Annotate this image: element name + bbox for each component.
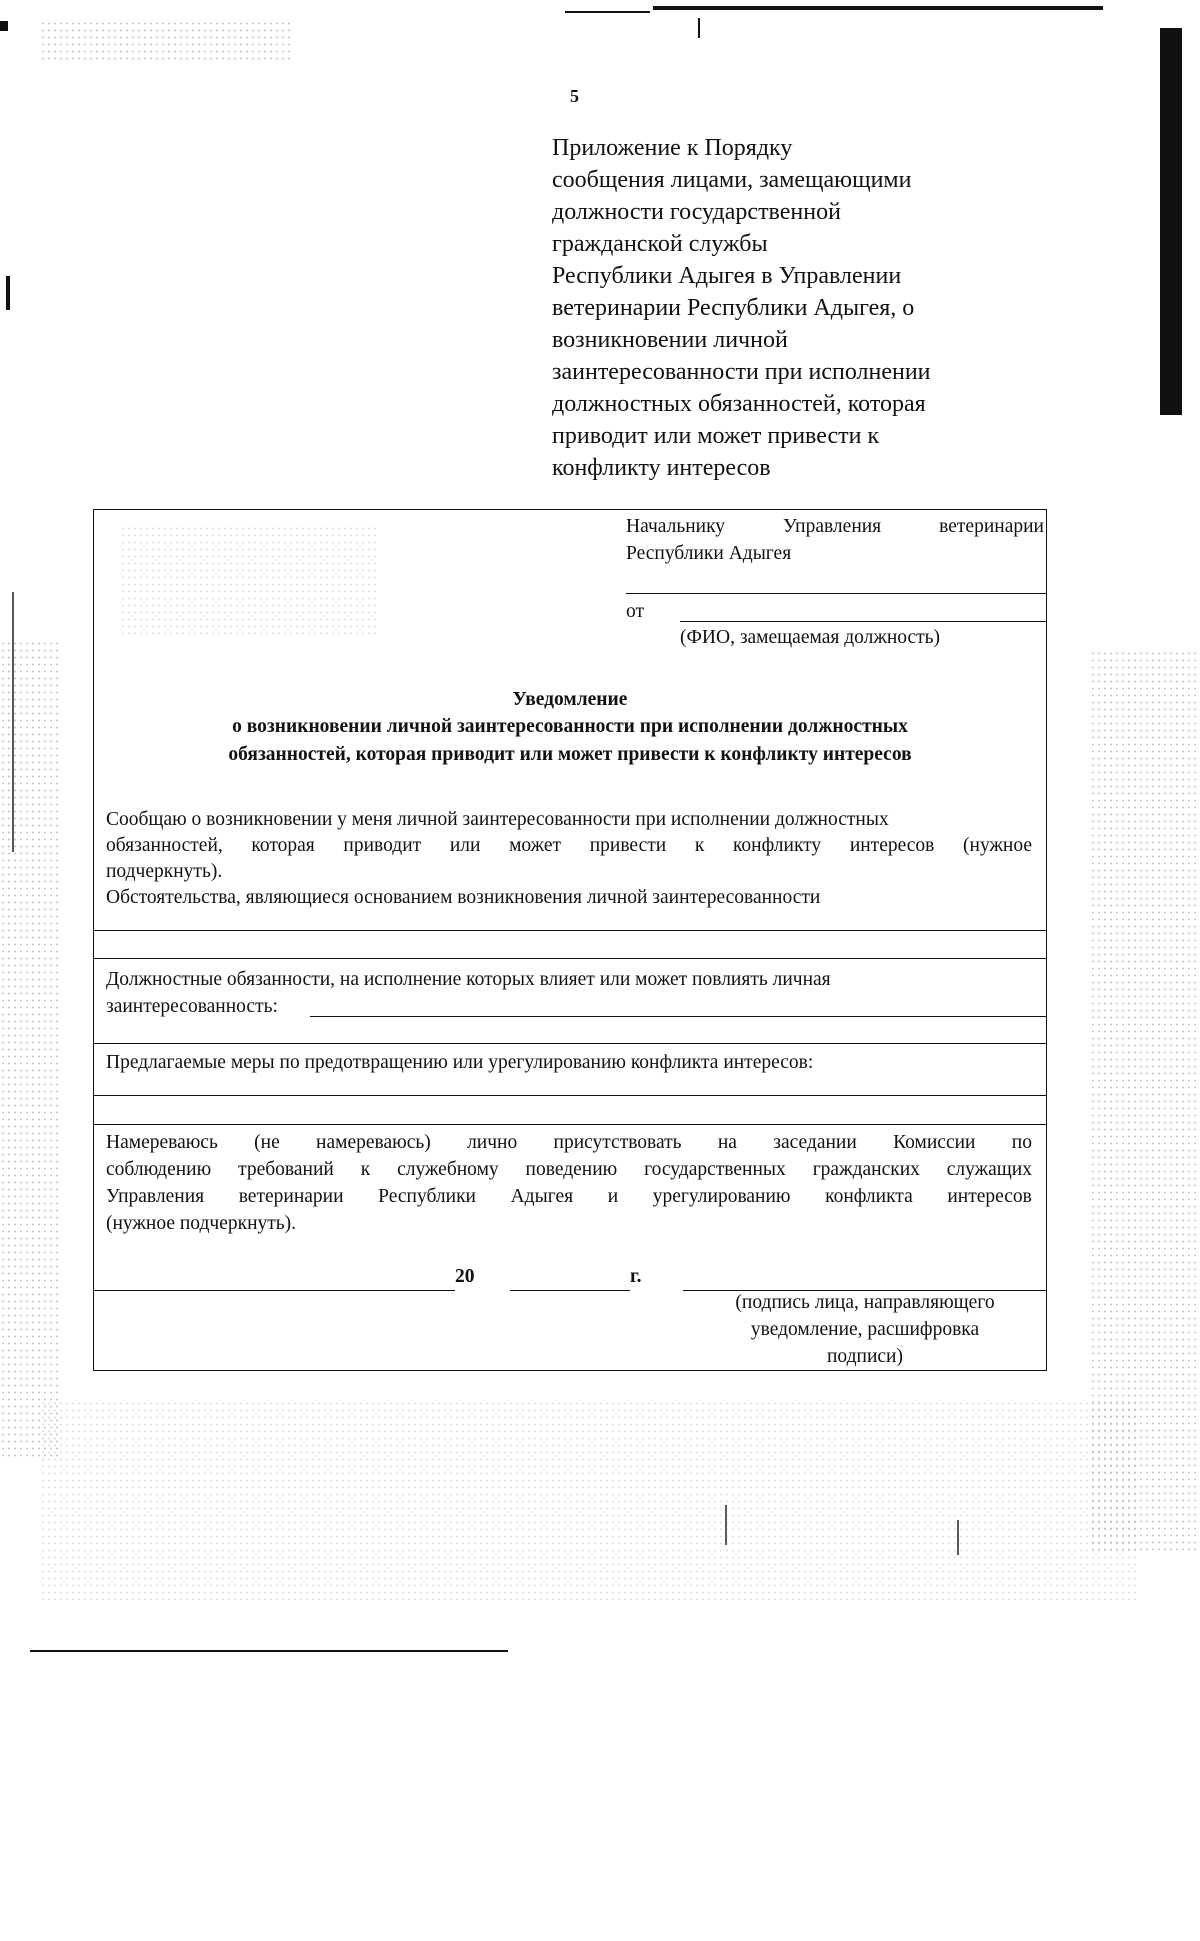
intent-word: конфликта — [825, 1186, 913, 1207]
annex-line: должности государственной — [552, 199, 841, 225]
from-field-line — [680, 621, 1046, 622]
measures-label: Предлагаемые меры по предотвращению или урегулированию конфликта интересов: — [106, 1052, 814, 1073]
notice-subtitle-line-1: о возникновении личной заинтересованности при исполнении должностных — [232, 716, 908, 737]
annex-line: должностных обязанностей, которая — [552, 391, 926, 417]
report-word: приводит — [343, 835, 422, 856]
addressee-line-1 — [626, 513, 1044, 540]
scan-line-bottom — [30, 1650, 508, 1652]
addressee-word: Начальнику — [626, 516, 726, 537]
intent-word: присутствовать — [553, 1132, 682, 1153]
report-word: которая — [251, 835, 315, 856]
duties-field-line-2 — [93, 1043, 1047, 1044]
report-word: или — [449, 835, 481, 856]
annex-line: Приложение к Порядку — [552, 135, 793, 161]
duties-field-line-1 — [310, 1016, 1047, 1017]
intent-word: Республики — [378, 1186, 476, 1207]
signature-caption — [680, 1289, 1050, 1370]
scan-mark-left — [6, 276, 10, 310]
intent-word: и — [607, 1186, 619, 1207]
intent-word: (не — [254, 1132, 280, 1153]
intent-word: по — [1011, 1132, 1032, 1153]
report-word: конфликту — [732, 835, 822, 856]
intent-word: на — [717, 1132, 737, 1153]
scan-line-top-short — [565, 11, 650, 13]
addressee-line-2: Республики Адыгея — [626, 543, 792, 564]
report-line-2 — [106, 832, 1032, 859]
report-word: (нужное — [963, 835, 1032, 856]
circumstances-field-line-1 — [93, 930, 1047, 931]
from-caption: (ФИО, замещаемая должность) — [680, 627, 941, 648]
intent-line-3 — [106, 1183, 1032, 1210]
intent-word: Управления — [106, 1186, 205, 1207]
annex-line: сообщения лицами, замещающими — [552, 167, 912, 193]
report-word: обязанностей, — [106, 835, 223, 856]
intent-line-2 — [106, 1156, 1032, 1183]
intent-word: к — [360, 1159, 371, 1180]
intent-word: соблюдению — [106, 1159, 212, 1180]
scan-noise-bottom — [40, 1400, 1140, 1600]
year-suffix: г. — [630, 1266, 642, 1287]
intent-word: Адыгея — [510, 1186, 574, 1207]
date-day-month-line — [93, 1290, 455, 1291]
annex-line: гражданской службы — [552, 231, 768, 257]
report-word: может — [509, 835, 562, 856]
addressee-blank-line — [626, 593, 1046, 594]
intent-word: заседании — [773, 1132, 857, 1153]
measures-field-line-2 — [93, 1124, 1047, 1125]
year-field-line — [510, 1290, 630, 1291]
annex-line: заинтересованности при исполнении — [552, 359, 931, 385]
intent-word: государственных — [644, 1159, 786, 1180]
annex-line: возникновении личной — [552, 327, 788, 353]
intent-word: гражданских — [812, 1159, 920, 1180]
page-number: 5 — [570, 86, 579, 106]
intent-word: намереваюсь) — [316, 1132, 431, 1153]
signature-caption-line: подписи) — [826, 1346, 903, 1367]
report-word: привести — [589, 835, 667, 856]
report-word: к — [694, 835, 705, 856]
scan-border-right — [1160, 28, 1182, 415]
intent-line-4: (нужное подчеркнуть). — [106, 1213, 297, 1234]
intent-word: урегулированию — [652, 1186, 791, 1207]
report-word: интересов — [849, 835, 935, 856]
scan-tick-1 — [698, 18, 700, 38]
annex-heading — [552, 132, 1002, 484]
duties-label-line-1: Должностные обязанности, на исполнение которых влияет или может повлиять личная — [106, 969, 831, 990]
intent-word: служащих — [946, 1159, 1032, 1180]
scan-line-top — [653, 6, 1103, 10]
addressee-word: ветеринарии — [939, 516, 1044, 537]
signature-caption-line: (подпись лица, направляющего — [735, 1292, 995, 1313]
duties-label-line-2: заинтересованность: — [106, 996, 278, 1017]
intent-word: Комиссии — [893, 1132, 976, 1153]
intent-word: интересов — [947, 1186, 1032, 1207]
intent-word: ветеринарии — [238, 1186, 344, 1207]
report-line-3: подчеркнуть). — [106, 861, 223, 882]
annex-line: Республики Адыгея в Управлении — [552, 263, 902, 289]
from-label: от — [626, 601, 645, 622]
scan-noise-top — [40, 20, 290, 60]
year-prefix: 20 — [455, 1266, 475, 1287]
annex-line: ветеринарии Республики Адыгея, о — [552, 295, 915, 321]
scan-mark-top-left — [0, 21, 8, 31]
annex-line: приводит или может привести к — [552, 423, 880, 449]
measures-field-line-1 — [93, 1095, 1047, 1096]
intent-word: поведению — [525, 1159, 618, 1180]
scan-noise-left — [0, 640, 60, 1460]
circumstances-field-line-2 — [93, 958, 1047, 959]
intent-word: лично — [467, 1132, 518, 1153]
intent-line-1 — [106, 1129, 1032, 1156]
intent-word: служебному — [397, 1159, 499, 1180]
signature-caption-line: уведомление, расшифровка — [750, 1319, 980, 1340]
notice-subtitle-line-2: обязанностей, которая приводит или может привести к конфликту интересов — [228, 744, 912, 765]
circumstances-label: Обстоятельства, являющиеся основанием возникновения личной заинтересованности — [106, 887, 821, 908]
report-line-1: Сообщаю о возникновении у меня личной заинтересованности при исполнении должностных — [106, 809, 889, 830]
annex-line: конфликту интересов — [552, 455, 771, 481]
intent-word: Намереваюсь — [106, 1132, 218, 1153]
addressee-word: Управления — [783, 516, 882, 537]
intent-word: требований — [238, 1159, 334, 1180]
notice-title: Уведомление — [512, 689, 628, 710]
